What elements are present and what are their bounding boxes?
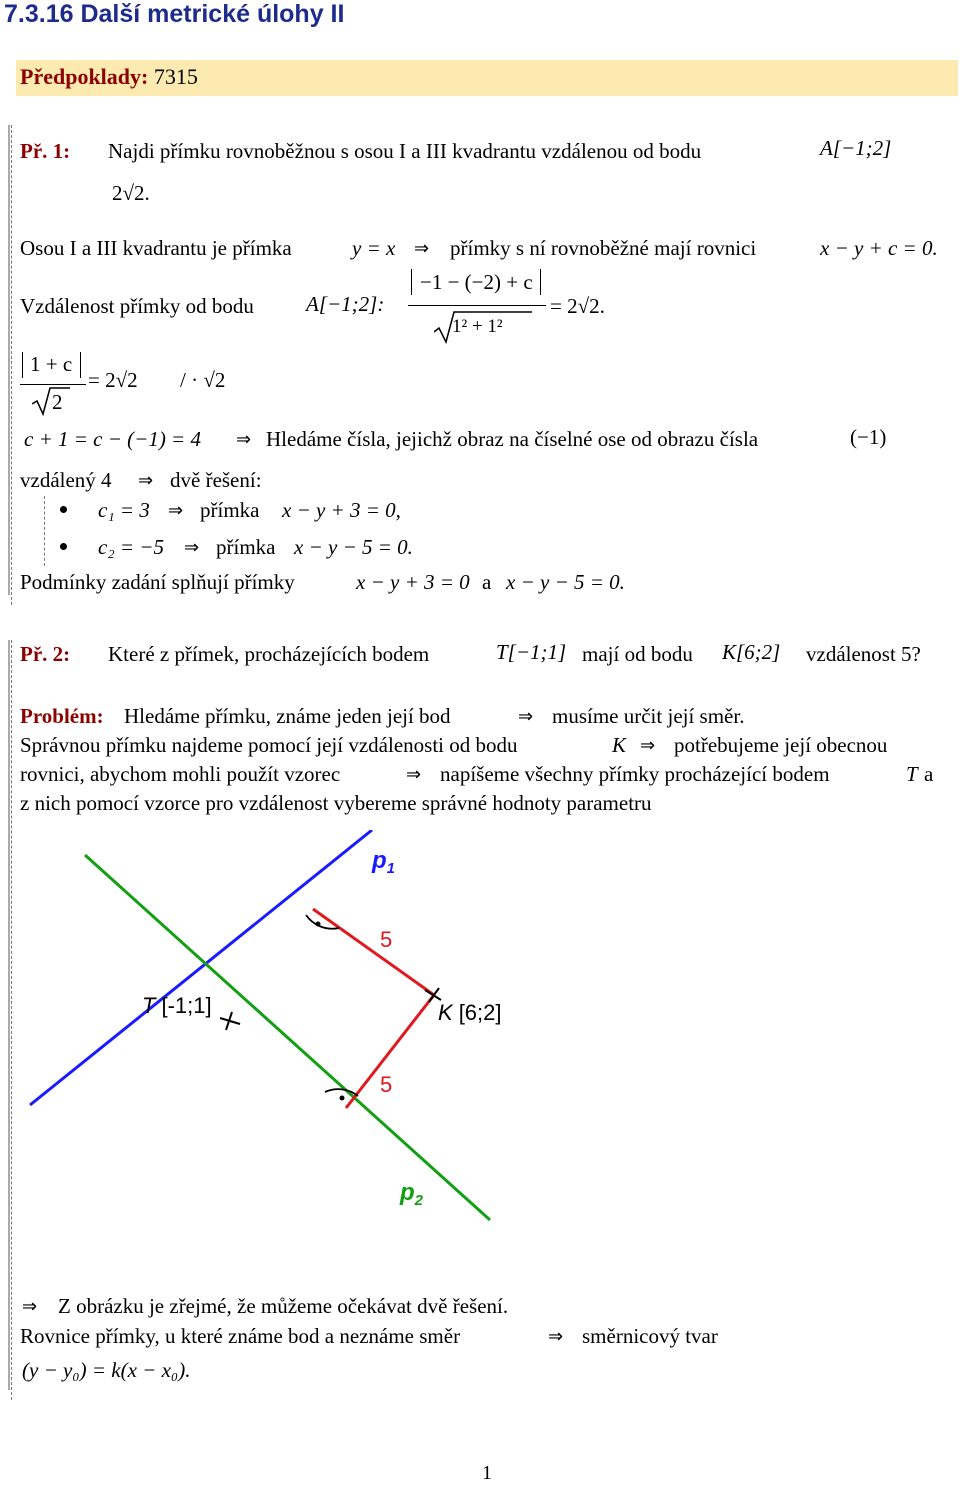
ex2-after-a: Z obrázku je zřejmé, že můžeme očekávat dvě řešení.	[58, 1294, 509, 1318]
prerequisites-label: Předpoklady:	[20, 64, 149, 89]
prerequisites-box	[16, 60, 958, 96]
abs-bar	[411, 269, 412, 295]
ex2-p1-a: Správnou přímku najdeme pomocí její vzdálenosti od bodu	[20, 733, 518, 757]
list-dash	[44, 496, 45, 566]
ex2-p1-k: K	[612, 733, 627, 757]
ex1-line2-num: −1 − (−2) + c	[420, 270, 533, 294]
line-p2	[85, 855, 490, 1220]
prerequisites-value: 7315	[153, 64, 198, 89]
ex2-point-k: K[6;2]	[722, 640, 781, 664]
implies-icon: ⇒	[548, 1326, 564, 1347]
ex2-label: Př. 2:	[20, 642, 71, 666]
page-number: 1	[482, 1462, 492, 1484]
label-point-t: T [-1;1]	[142, 993, 212, 1018]
label-point-k: K [6;2]	[438, 1000, 502, 1025]
implies-icon: ⇒	[640, 735, 656, 756]
line-p1	[30, 830, 372, 1105]
ex1-sol1-eq: c₁ = 3	[98, 498, 150, 522]
implies-icon: ⇒	[138, 470, 154, 491]
ex1-line1-a: Osou I a III kvadrantu je přímka	[20, 236, 292, 260]
implies-icon: ⇒	[22, 1296, 38, 1317]
ex1-sol2-text: přímka	[216, 535, 276, 559]
ex2-after-c: směrnicový tvar	[582, 1324, 718, 1348]
bullet-icon	[60, 506, 67, 513]
ex1-sol1-line: x − y + 3 = 0,	[282, 498, 401, 522]
ex1-line2-a: Vzdálenost přímky od bodu	[20, 294, 254, 318]
distance-segment-1	[313, 909, 434, 995]
ex1-conclusion-l1: x − y + 3 = 0	[356, 570, 470, 594]
bullet-icon	[60, 543, 67, 550]
ex1-line2-res: = 2√2.	[550, 294, 605, 318]
ex1-line3-den: 2	[52, 390, 63, 414]
ex1-line3-num: 1 + c	[30, 352, 73, 376]
ex1-line5-b: dvě řešení:	[170, 468, 262, 492]
ex1-line1-b: přímky s ní rovnoběžné mají rovnici	[450, 236, 757, 260]
ex1-sol1-text: přímka	[200, 498, 260, 522]
ex2-p2-b: napíšeme všechny přímky procházející bodem	[440, 762, 830, 786]
ex2-after-b: Rovnice přímky, u které známe bod a neznáme směr	[20, 1324, 461, 1348]
right-angle-dot-icon	[340, 1096, 345, 1101]
ex2-p2-a: rovnici, abychom mohli použít vzorec	[20, 762, 341, 786]
ex1-line2-point: A[−1;2]:	[306, 292, 385, 316]
ex1-sol2-eq: c₂ = −5	[98, 535, 164, 559]
ex1-conclusion-l2: x − y − 5 = 0.	[506, 570, 625, 594]
ex1-line1-eq2: x − y + c = 0.	[820, 236, 938, 260]
ex2-task-c: vzdálenost 5?	[806, 642, 921, 666]
ex1-point: A[−1;2]	[820, 136, 892, 160]
abs-bar	[22, 352, 23, 378]
implies-icon: ⇒	[406, 764, 422, 785]
implies-icon: ⇒	[518, 706, 534, 727]
ex1-line3-mult: / · √2	[180, 368, 226, 392]
ex2-task-b: mají od bodu	[582, 642, 693, 666]
implies-icon: ⇒	[414, 238, 430, 259]
ex1-task: Najdi přímku rovnoběžnou s osou I a III kvadrantu vzdálenou od bodu	[108, 139, 702, 163]
ex1-line2-den: 1² + 1²	[452, 316, 503, 337]
ex2-problem-a: Hledáme přímku, známe jeden její bod	[124, 704, 451, 728]
ex1-line3-res: = 2√2	[88, 368, 138, 392]
margin-dash	[11, 125, 12, 605]
label-dist1: 5	[380, 927, 393, 952]
ex1-line4-text: Hledáme čísla, jejichž obraz na číselné ose od obrazu čísla	[266, 427, 759, 451]
ex1-conclusion-and: a	[482, 570, 492, 594]
ex2-problem-b: musíme určit její směr.	[552, 704, 745, 728]
ex2-point-t: T[−1;1]	[496, 640, 567, 664]
implies-icon: ⇒	[184, 537, 200, 558]
ex1-sol2-line: x − y − 5 = 0.	[294, 535, 413, 559]
ex2-p3: z nich pomocí vzorce pro vzdálenost vybereme správné hodnoty parametru	[20, 791, 652, 815]
label-p2: $p_2$	[400, 1179, 424, 1209]
ex1-conclusion: Podmínky zadání splňují přímky	[20, 570, 295, 594]
fraction-line	[408, 305, 546, 306]
ex2-after-eq: (y − y₀) = k(x − x₀).	[22, 1358, 191, 1382]
ex1-line5: vzdálený 4	[20, 468, 112, 492]
ex2-p2-t: T	[906, 762, 918, 786]
geometry-figure	[0, 830, 960, 1230]
label-dist2: 5	[380, 1072, 393, 1097]
label-p1: $p_1$	[372, 847, 396, 877]
ex2-p1-b: potřebujeme její obecnou	[674, 733, 888, 757]
margin-line	[8, 125, 10, 595]
implies-icon: ⇒	[236, 429, 252, 450]
ex1-task-end: 2√2.	[112, 181, 150, 205]
ex2-task-a: Které z přímek, procházejících bodem	[108, 642, 430, 666]
ex2-problem-label: Problém:	[20, 704, 104, 728]
ex1-line1-eq: y = x	[352, 236, 396, 260]
abs-bar	[80, 352, 81, 378]
implies-icon: ⇒	[168, 500, 184, 521]
fraction-line	[20, 384, 86, 385]
abs-bar	[540, 269, 541, 295]
page-title: 7.3.16 Další metrické úlohy II	[4, 0, 345, 28]
ex2-p2-c: a	[924, 762, 934, 786]
right-angle-dot-icon	[316, 922, 321, 927]
ex1-line4-eq: c + 1 = c − (−1) = 4	[24, 427, 201, 451]
ex1-label: Př. 1:	[20, 139, 71, 163]
ex1-line4-num: (−1)	[850, 425, 887, 449]
